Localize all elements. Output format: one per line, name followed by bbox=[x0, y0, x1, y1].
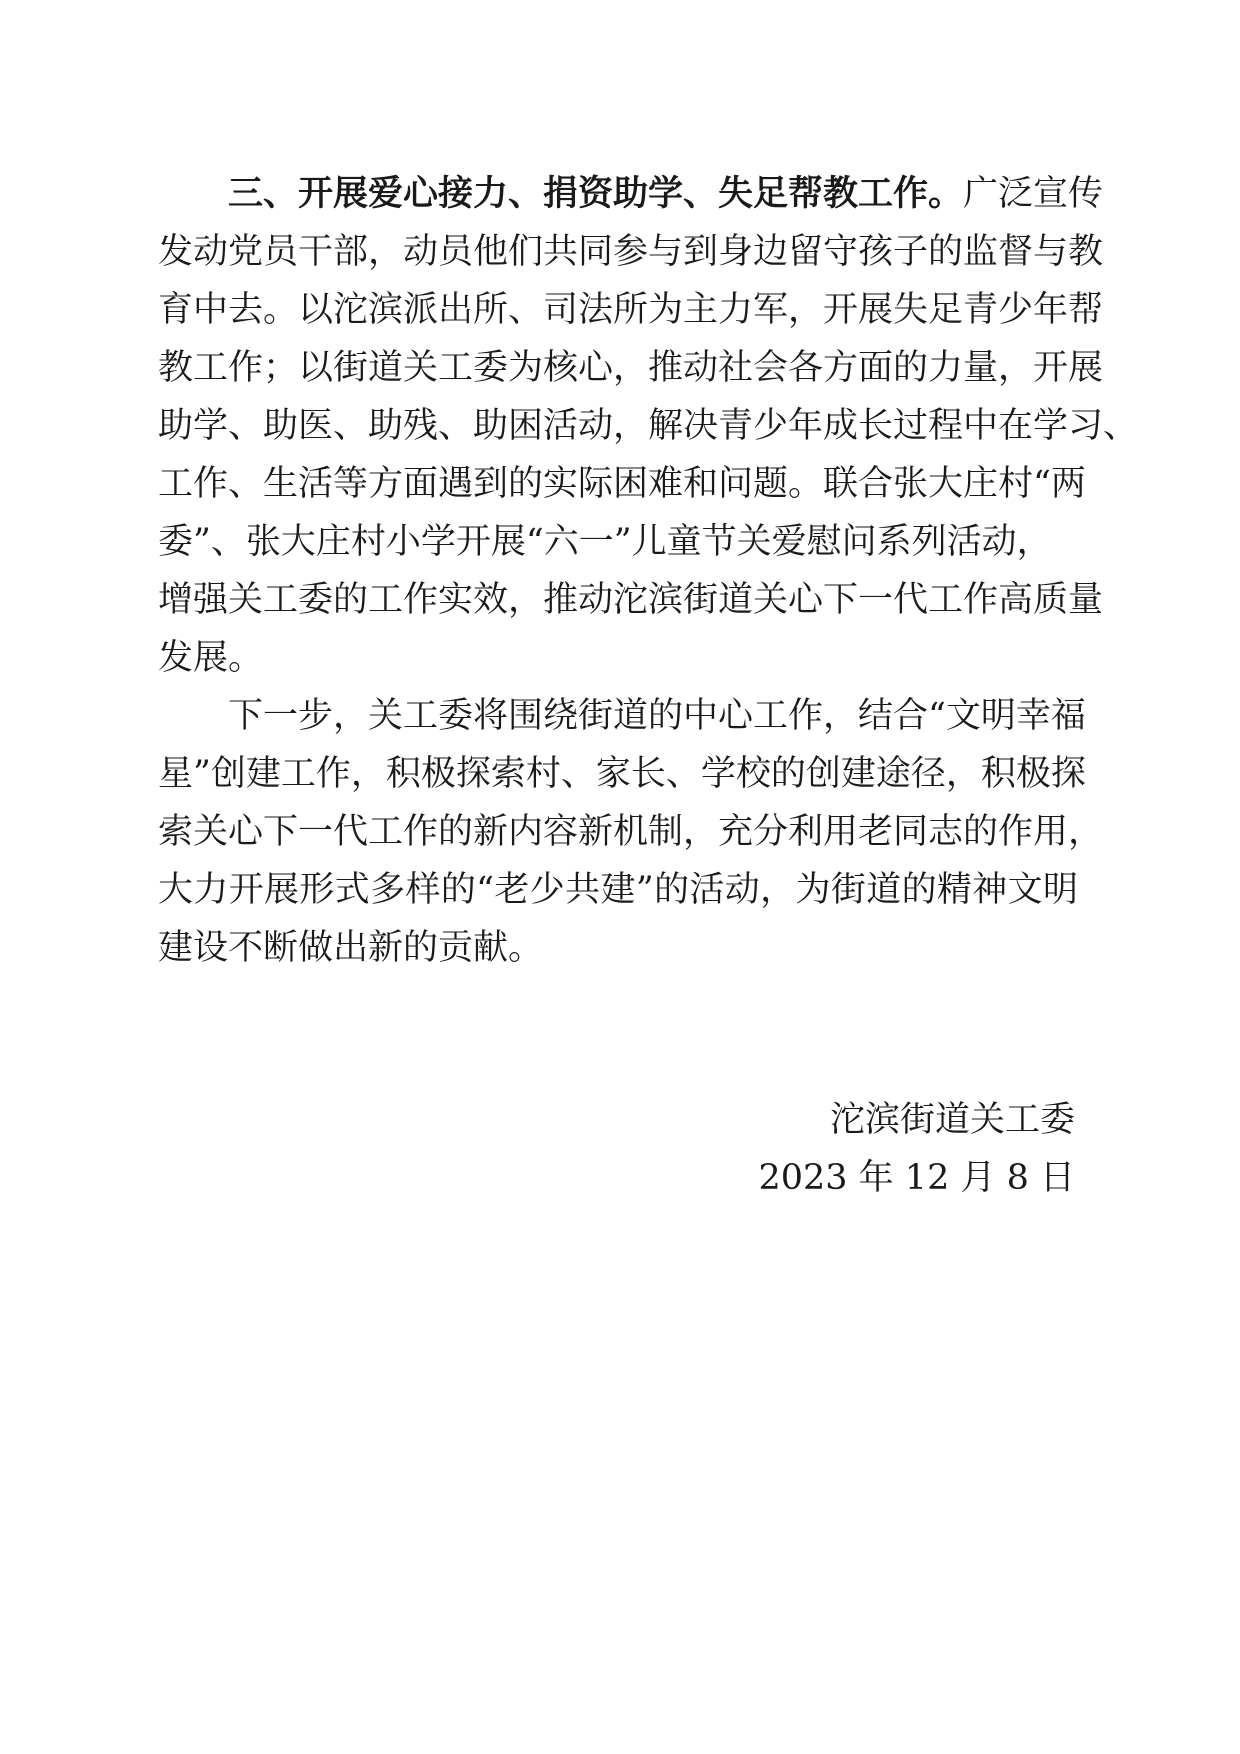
section-3-line-1-rest: 广泛宣传 bbox=[963, 174, 1104, 214]
signature-date: 2023 年 12 月 8 日 bbox=[758, 1158, 1075, 1198]
paragraph-3-line-7: 委”、张大庄村小学开展“六一”儿童节关爱慰问系列活动， bbox=[158, 522, 1052, 562]
paragraph-3-line-2: 发动党员干部，动员他们共同参与到身边留守孩子的监督与教 bbox=[158, 232, 1104, 272]
paragraph-3-line-3: 育中去。以沱滨派出所、司法所为主力军，开展失足青少年帮 bbox=[158, 290, 1104, 330]
paragraph-next-line-5: 建设不断做出新的贡献。 bbox=[158, 928, 544, 968]
paragraph-next-line-2: 星”创建工作，积极探索村、家长、学校的创建途径，积极探 bbox=[158, 754, 1086, 794]
paragraph-3-line-6: 工作、生活等方面遇到的实际困难和问题。联合张大庄村“两 bbox=[158, 464, 1086, 504]
section-3-heading: 三、开展爱心接力、捐资助学、失足帮教工作。 bbox=[228, 174, 964, 214]
signature-organization: 沱滨街道关工委 bbox=[829, 1100, 1075, 1140]
paragraph-next-line-1: 下一步，关工委将围绕街道的中心工作，结合“文明幸福 bbox=[228, 696, 1086, 736]
paragraph-3-line-1 bbox=[158, 172, 1104, 216]
paragraph-3-line-9: 发展。 bbox=[158, 638, 264, 678]
paragraph-3-line-4: 教工作；以街道关工委为核心，推动社会各方面的力量，开展 bbox=[158, 348, 1104, 388]
paragraph-3-line-8: 增强关工委的工作实效，推动沱滨街道关心下一代工作高质量 bbox=[158, 580, 1104, 620]
paragraph-next-line-3: 索关心下一代工作的新内容新机制，充分利用老同志的作用， bbox=[158, 812, 1104, 852]
paragraph-3-line-5: 助学、助医、助残、助困活动，解决青少年成长过程中在学习、 bbox=[158, 406, 1139, 446]
paragraph-next-line-4: 大力开展形式多样的“老少共建”的活动，为街道的精神文明 bbox=[158, 870, 1078, 910]
